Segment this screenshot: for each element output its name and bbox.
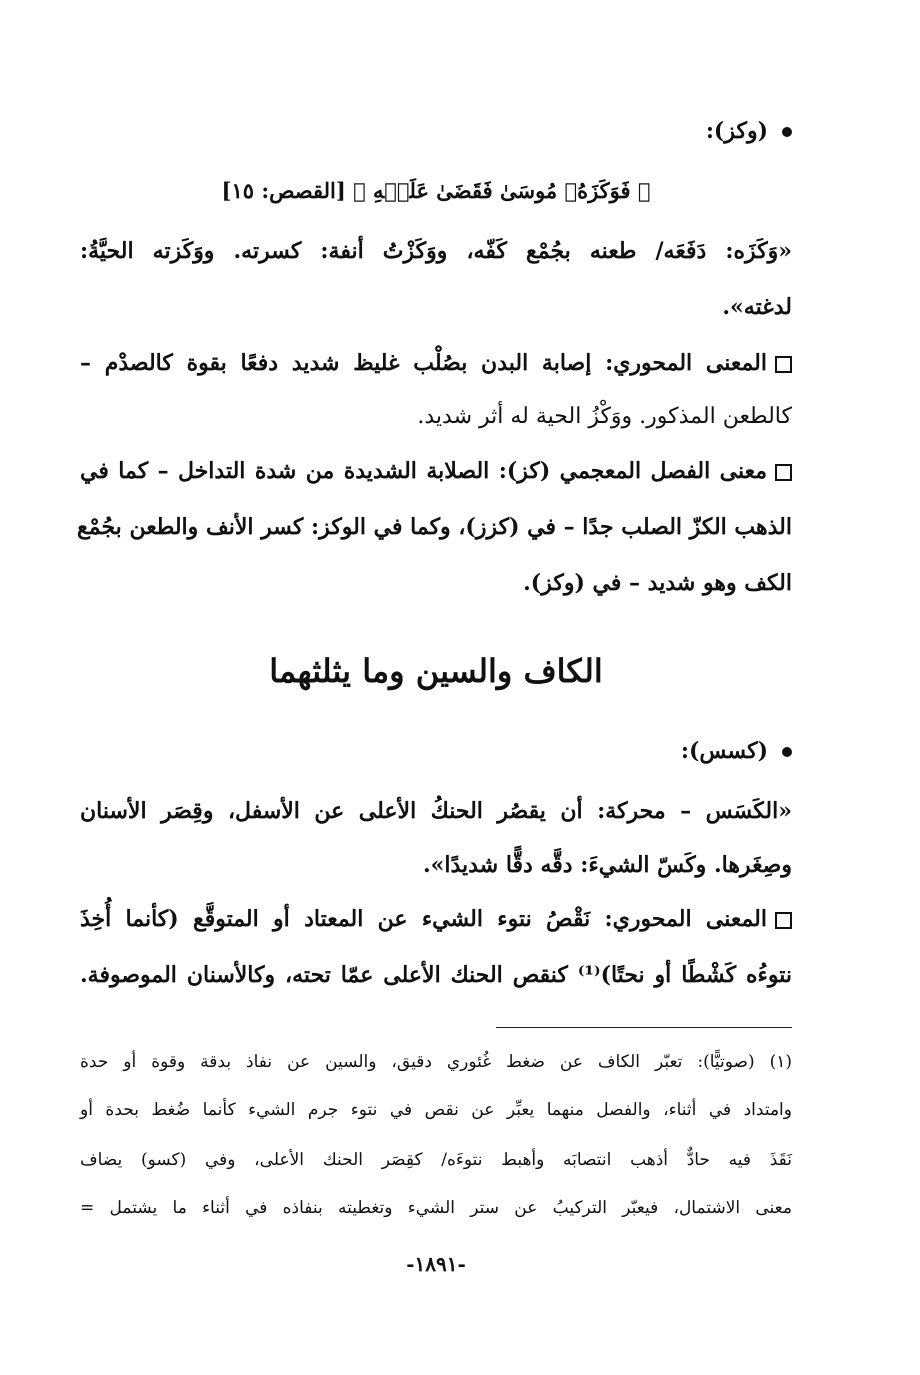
entry-heading-wakz — [80, 118, 792, 144]
definition-line: وصِغَرها. وكَسّ الشيءَ: دقَّه دقًّا شديدًا». — [422, 852, 792, 878]
section-heading: الكاف والسين وما يثلثهما — [269, 652, 603, 690]
mihwari-line: المعنى المحوري: إصابة البدن بصُلْب غليظ شديد دفعًا بقوة كالصدْم – — [80, 350, 767, 376]
square-icon — [775, 356, 792, 373]
fasl-line: الكف وهو شديد – في (وكز). — [523, 570, 792, 596]
footnote-line: نَقَذَ فيه حادٌّ أذهب انتصابَه وأهبط نتوءَه/ كقِصَر الحنك الأعلى، وفي (كسو) يضاف — [80, 1150, 792, 1170]
bullet-icon — [782, 127, 792, 137]
footnote-line: معنى الاشتمال، فيعبّر التركيبُ عن ستر الشيء وتغطيته بنفاذه في أثناء ما يشتمل = — [80, 1198, 792, 1218]
mihwari-paragraph — [80, 350, 792, 376]
fasl-line: معنى الفصل المعجمي (كز): الصلابة الشديدة من شدة التداخل – كما في — [80, 458, 767, 484]
footnote-line: (١) (صوتيًّا): تعبّر الكاف عن ضغط غُئوري دقيق، والسين عن نفاذ بدقة وقوة أو حدة — [80, 1052, 792, 1072]
mihwari-paragraph — [80, 906, 792, 932]
entry-label: (كسس): — [680, 738, 768, 764]
entry-heading-kass — [80, 738, 792, 764]
footnote-separator — [496, 1027, 792, 1028]
definition-line: «الكَسَس – محركة: أن يقصُر الحنكُ الأعلى عن الأسفل، وقِصَر الأسنان — [80, 798, 792, 824]
square-icon — [775, 464, 792, 481]
fasl-line: الذهب الكزّ الصلب جدًا – في (كزز)، وكما في الوكز: كسر الأنف والطعن بجُمْع — [77, 514, 792, 540]
mihwari-line: كالطعن المذكور. ووَكْزُ الحية له أثر شديد. — [417, 404, 792, 429]
document-page — [77, 0, 792, 1375]
quran-verse: ﴿ فَوَكَزَهُۥ مُوسَىٰ فَقَضَىٰ عَلَيۡهِ ﴾ [القصص: ١٥] — [221, 178, 651, 203]
mihwari-line: المعنى المحوري: نَقْصُ نتوء الشيء عن المعتاد أو المتوقَّع (كأنما أُخِذَ — [80, 906, 767, 932]
mihwari-line: نتوءُه كَشْطًا أو نحتًا)⁽¹⁾ كنقص الحنك الأعلى عمّا تحته، وكالأسنان الموصوفة. — [80, 962, 792, 988]
entry-label: (وكز): — [705, 118, 768, 144]
fasl-paragraph — [80, 458, 792, 484]
page-number: -١٨٩١- — [406, 1252, 466, 1276]
square-icon — [775, 912, 792, 929]
bullet-icon — [782, 747, 792, 757]
definition-line: «وَكَزَه: دَفَعَه/ طعنه بجُمْع كَفّه، ووَكَزْتُ أنفة: كسرته. ووَكَزته الحيَّةُ: — [80, 238, 792, 264]
definition-line: لدغته». — [722, 294, 792, 320]
footnote-line: وامتداد في أثناء، والفصل منهما يعبِّر عن نقص في نتوء جرم الشيء كأنما ضُغط بحدة أو — [80, 1100, 792, 1120]
